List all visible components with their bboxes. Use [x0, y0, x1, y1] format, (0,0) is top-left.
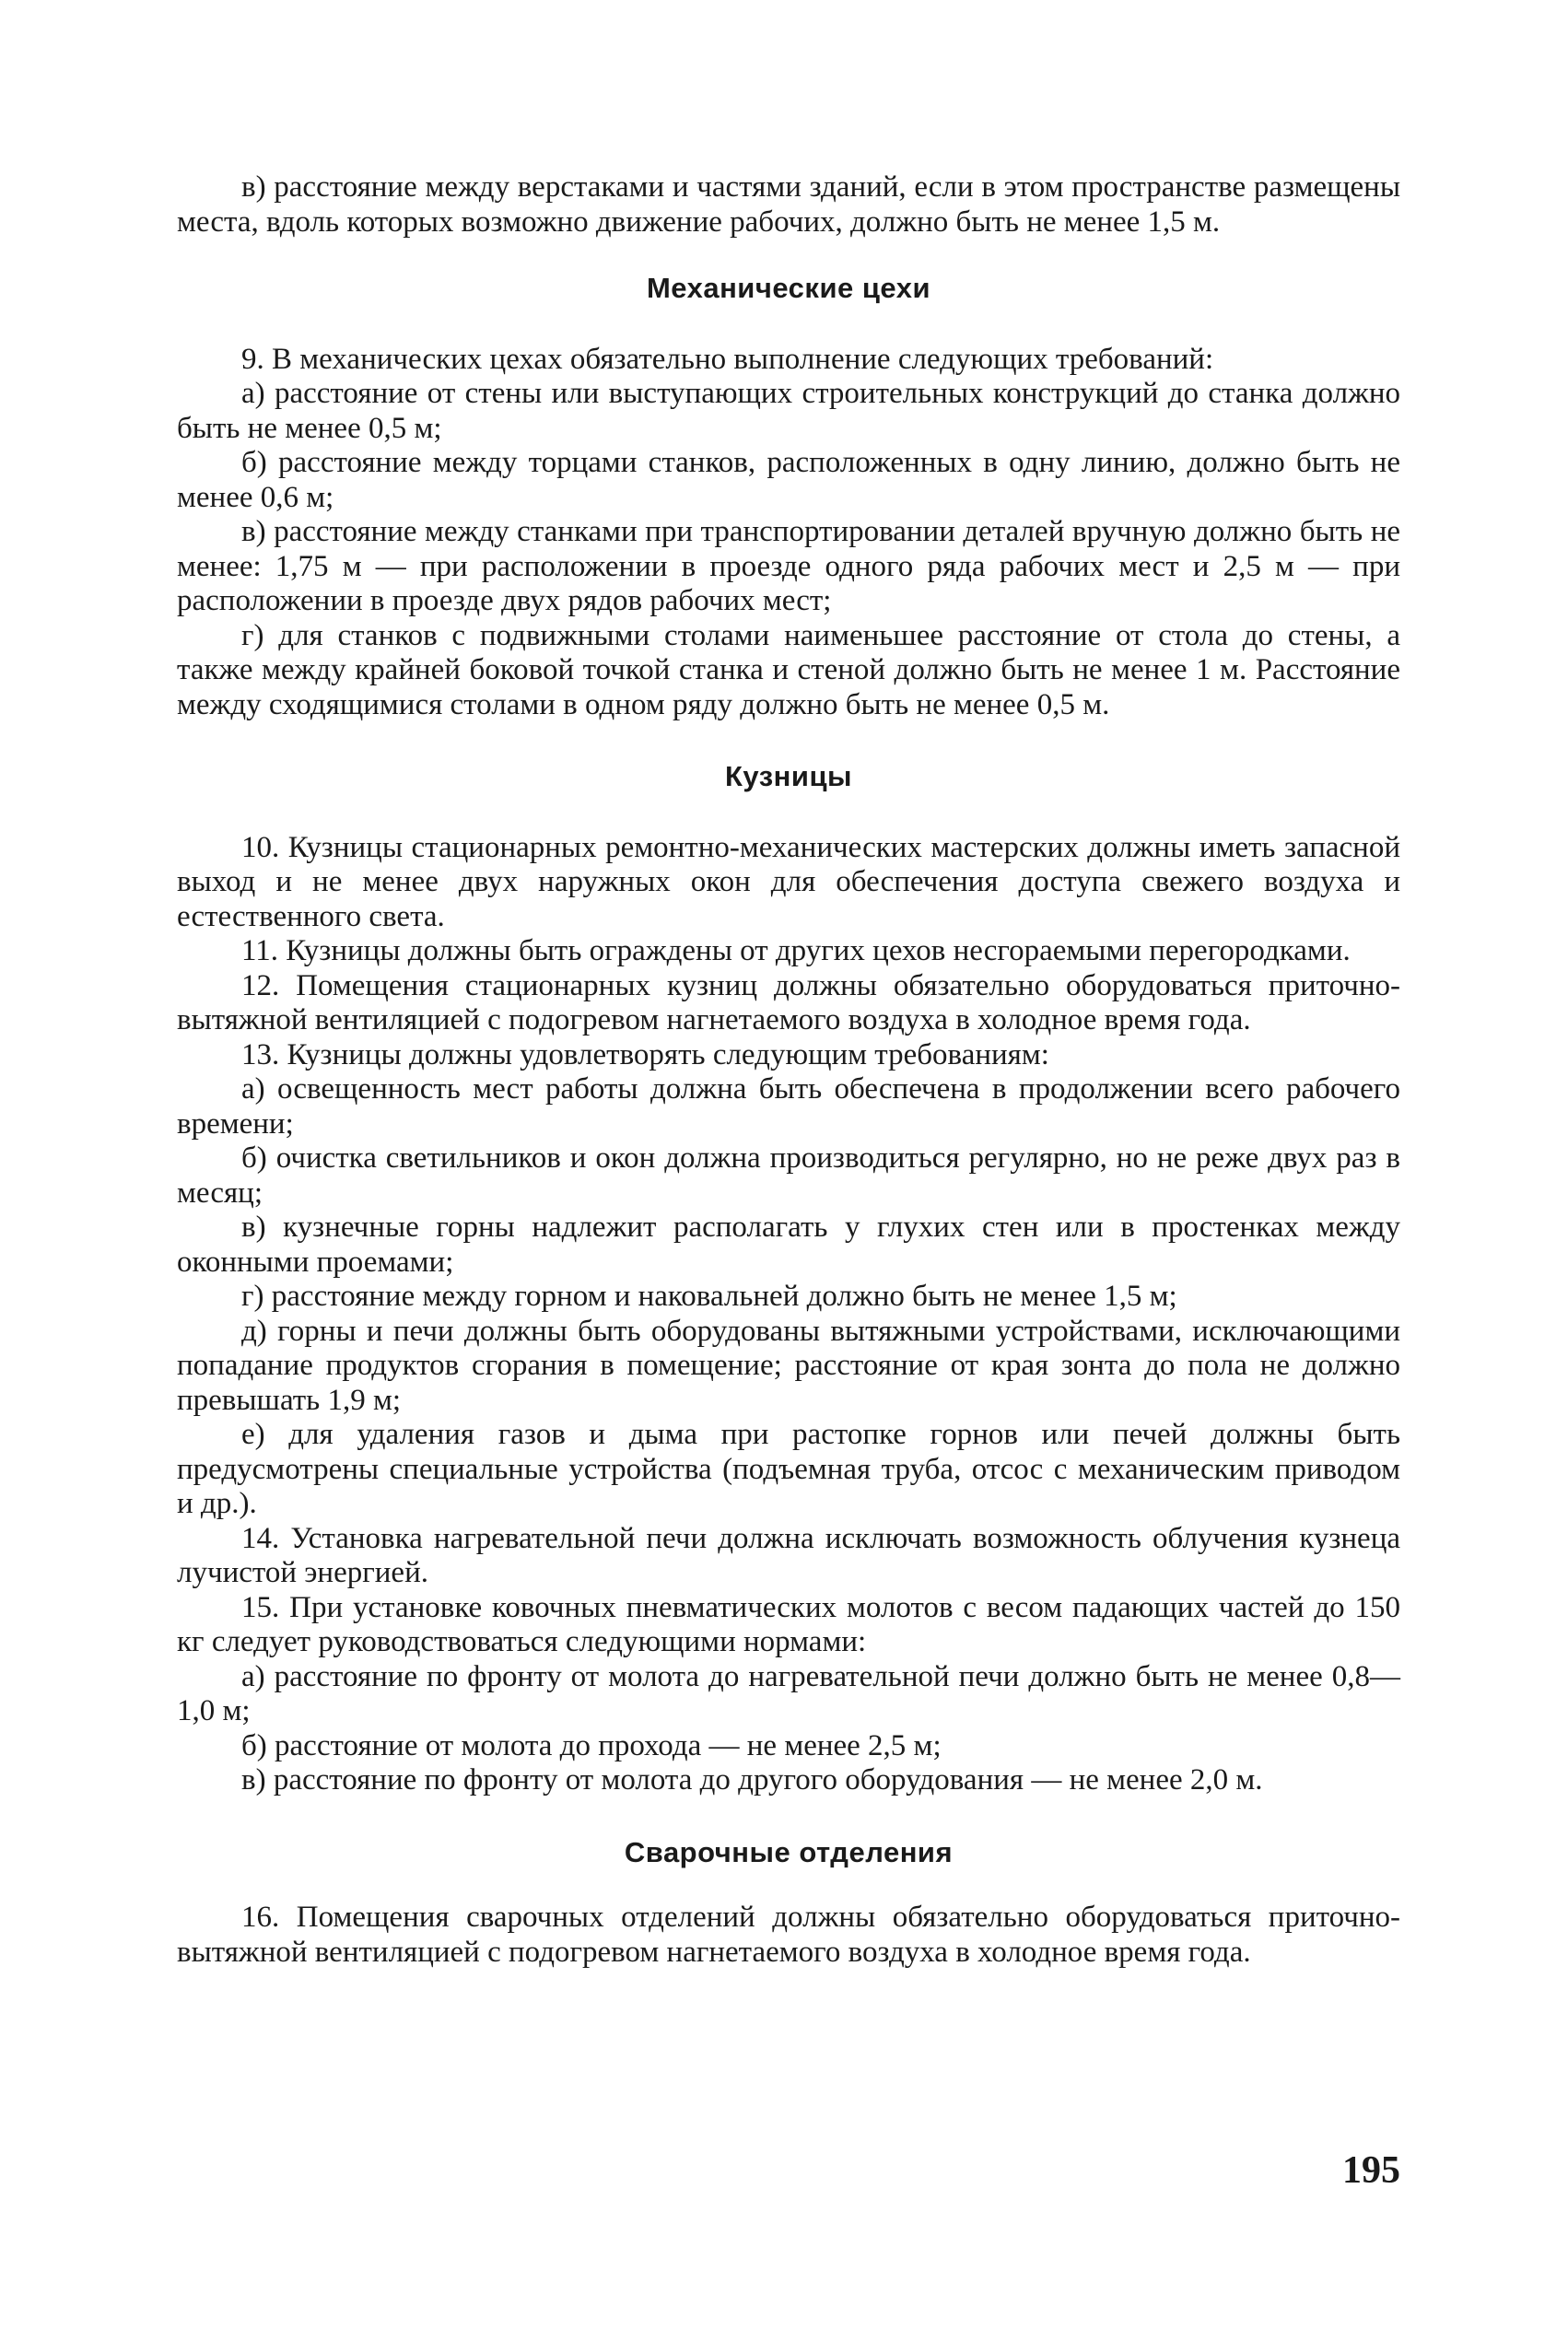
- paragraph-13a: а) освещенность мест работы должна быть обеспечена в продолжении всего рабочего времени;: [177, 1072, 1400, 1141]
- paragraph-9a: а) расстояние от стены или выступающих строительных конструкций до станка должно быть не менее 0,5 м;: [177, 377, 1400, 445]
- paragraph-15b: б) расстояние от молота до прохода — не менее 2,5 м;: [241, 1728, 942, 1762]
- paragraph-13d: д) горны и печи должны быть оборудованы вытяжными устройствами, исключающими попадание продуктов сгорания в помещение; расстояние от края зонта до пола не должно превышать 1,9 м;: [177, 1314, 1400, 1417]
- paragraph-9: 9. В механических цехах обязательно выполнение следующих требований:: [241, 342, 1214, 376]
- section-heading-welding-departments: Сварочные отделения: [624, 1835, 954, 1868]
- intro-paragraph: в) расстояние между верстаками и частями зданий, если в этом пространстве размещены места, вдоль которых возможно движение рабочих, должно быть не менее 1,5 м.: [177, 170, 1400, 239]
- paragraph-12: 12. Помещения стационарных кузниц должны обязательно оборудоваться приточно-вытяжной вентиляцией с подогревом нагнетаемого воздуха в холодное время года.: [177, 968, 1400, 1036]
- paragraph-9b: б) расстояние между торцами станков, расположенных в одну линию, должно быть не менее 0,6 м;: [177, 446, 1400, 514]
- document-page: [177, 170, 1400, 1970]
- paragraph-13v: в) кузнечные горны надлежит располагать у глухих стен или в простенках между оконными проемами;: [177, 1211, 1400, 1279]
- paragraph-13b: б) очистка светильников и окон должна производиться регулярно, но не реже двух раз в месяц;: [177, 1141, 1400, 1210]
- paragraph-9g: г) для станков с подвижными столами наименьшее расстояние от стола до стены, а также между крайней боковой точкой станка и стеной должно быть не менее 1 м. Расстояние между сходящимися столами в одном ряду должно быть не менее 0,5 м.: [177, 618, 1400, 721]
- paragraph-13e: е) для удаления газов и дыма при растопке горнов или печей должны быть предусмотрены специальные устройства (подъемная труба, отсос с механическим приводом и др.).: [177, 1418, 1400, 1520]
- paragraph-14: 14. Установка нагревательной печи должна исключать возможность облучения кузнеца лучистой энергией.: [177, 1521, 1400, 1589]
- section-heading-mechanical-shops: Механические цехи: [646, 272, 931, 304]
- page-number: 195: [1342, 2149, 1400, 2192]
- section-heading-forges: Кузницы: [725, 760, 852, 792]
- paragraph-16: 16. Помещения сварочных отделений должны обязательно оборудоваться приточно-вытяжной вентиляцией с подогревом нагнетаемого воздуха в холодное время года.: [177, 1901, 1400, 1969]
- paragraph-9v: в) расстояние между станками при транспортировании деталей вручную должно быть не менее: 1,75 м — при расположении в проезде одного ряда рабочих мест и 2,5 м — при расположении в проезде двух рядов рабочих мест;: [177, 515, 1400, 617]
- paragraph-13: 13. Кузницы должны удовлетворять следующим требованиям:: [241, 1037, 1049, 1071]
- paragraph-15a: а) расстояние по фронту от молота до нагревательной печи должно быть не менее 0,8—1,0 м;: [177, 1659, 1400, 1727]
- paragraph-10: 10. Кузницы стационарных ремонтно-механических мастерских должны иметь запасной выход и не менее двух наружных окон для обеспечения доступа свежего воздуха и естественного света.: [177, 830, 1400, 933]
- paragraph-11: 11. Кузницы должны быть ограждены от других цехов несгораемыми перегородками.: [241, 934, 1351, 967]
- paragraph-13g: г) расстояние между горном и наковальней должно быть не менее 1,5 м;: [241, 1280, 1177, 1313]
- paragraph-15: 15. При установке ковочных пневматических молотов с весом падающих частей до 150 кг следует руководствоваться следующими нормами:: [177, 1590, 1400, 1658]
- paragraph-15v: в) расстояние по фронту от молота до другого оборудования — не менее 2,0 м.: [241, 1763, 1263, 1796]
